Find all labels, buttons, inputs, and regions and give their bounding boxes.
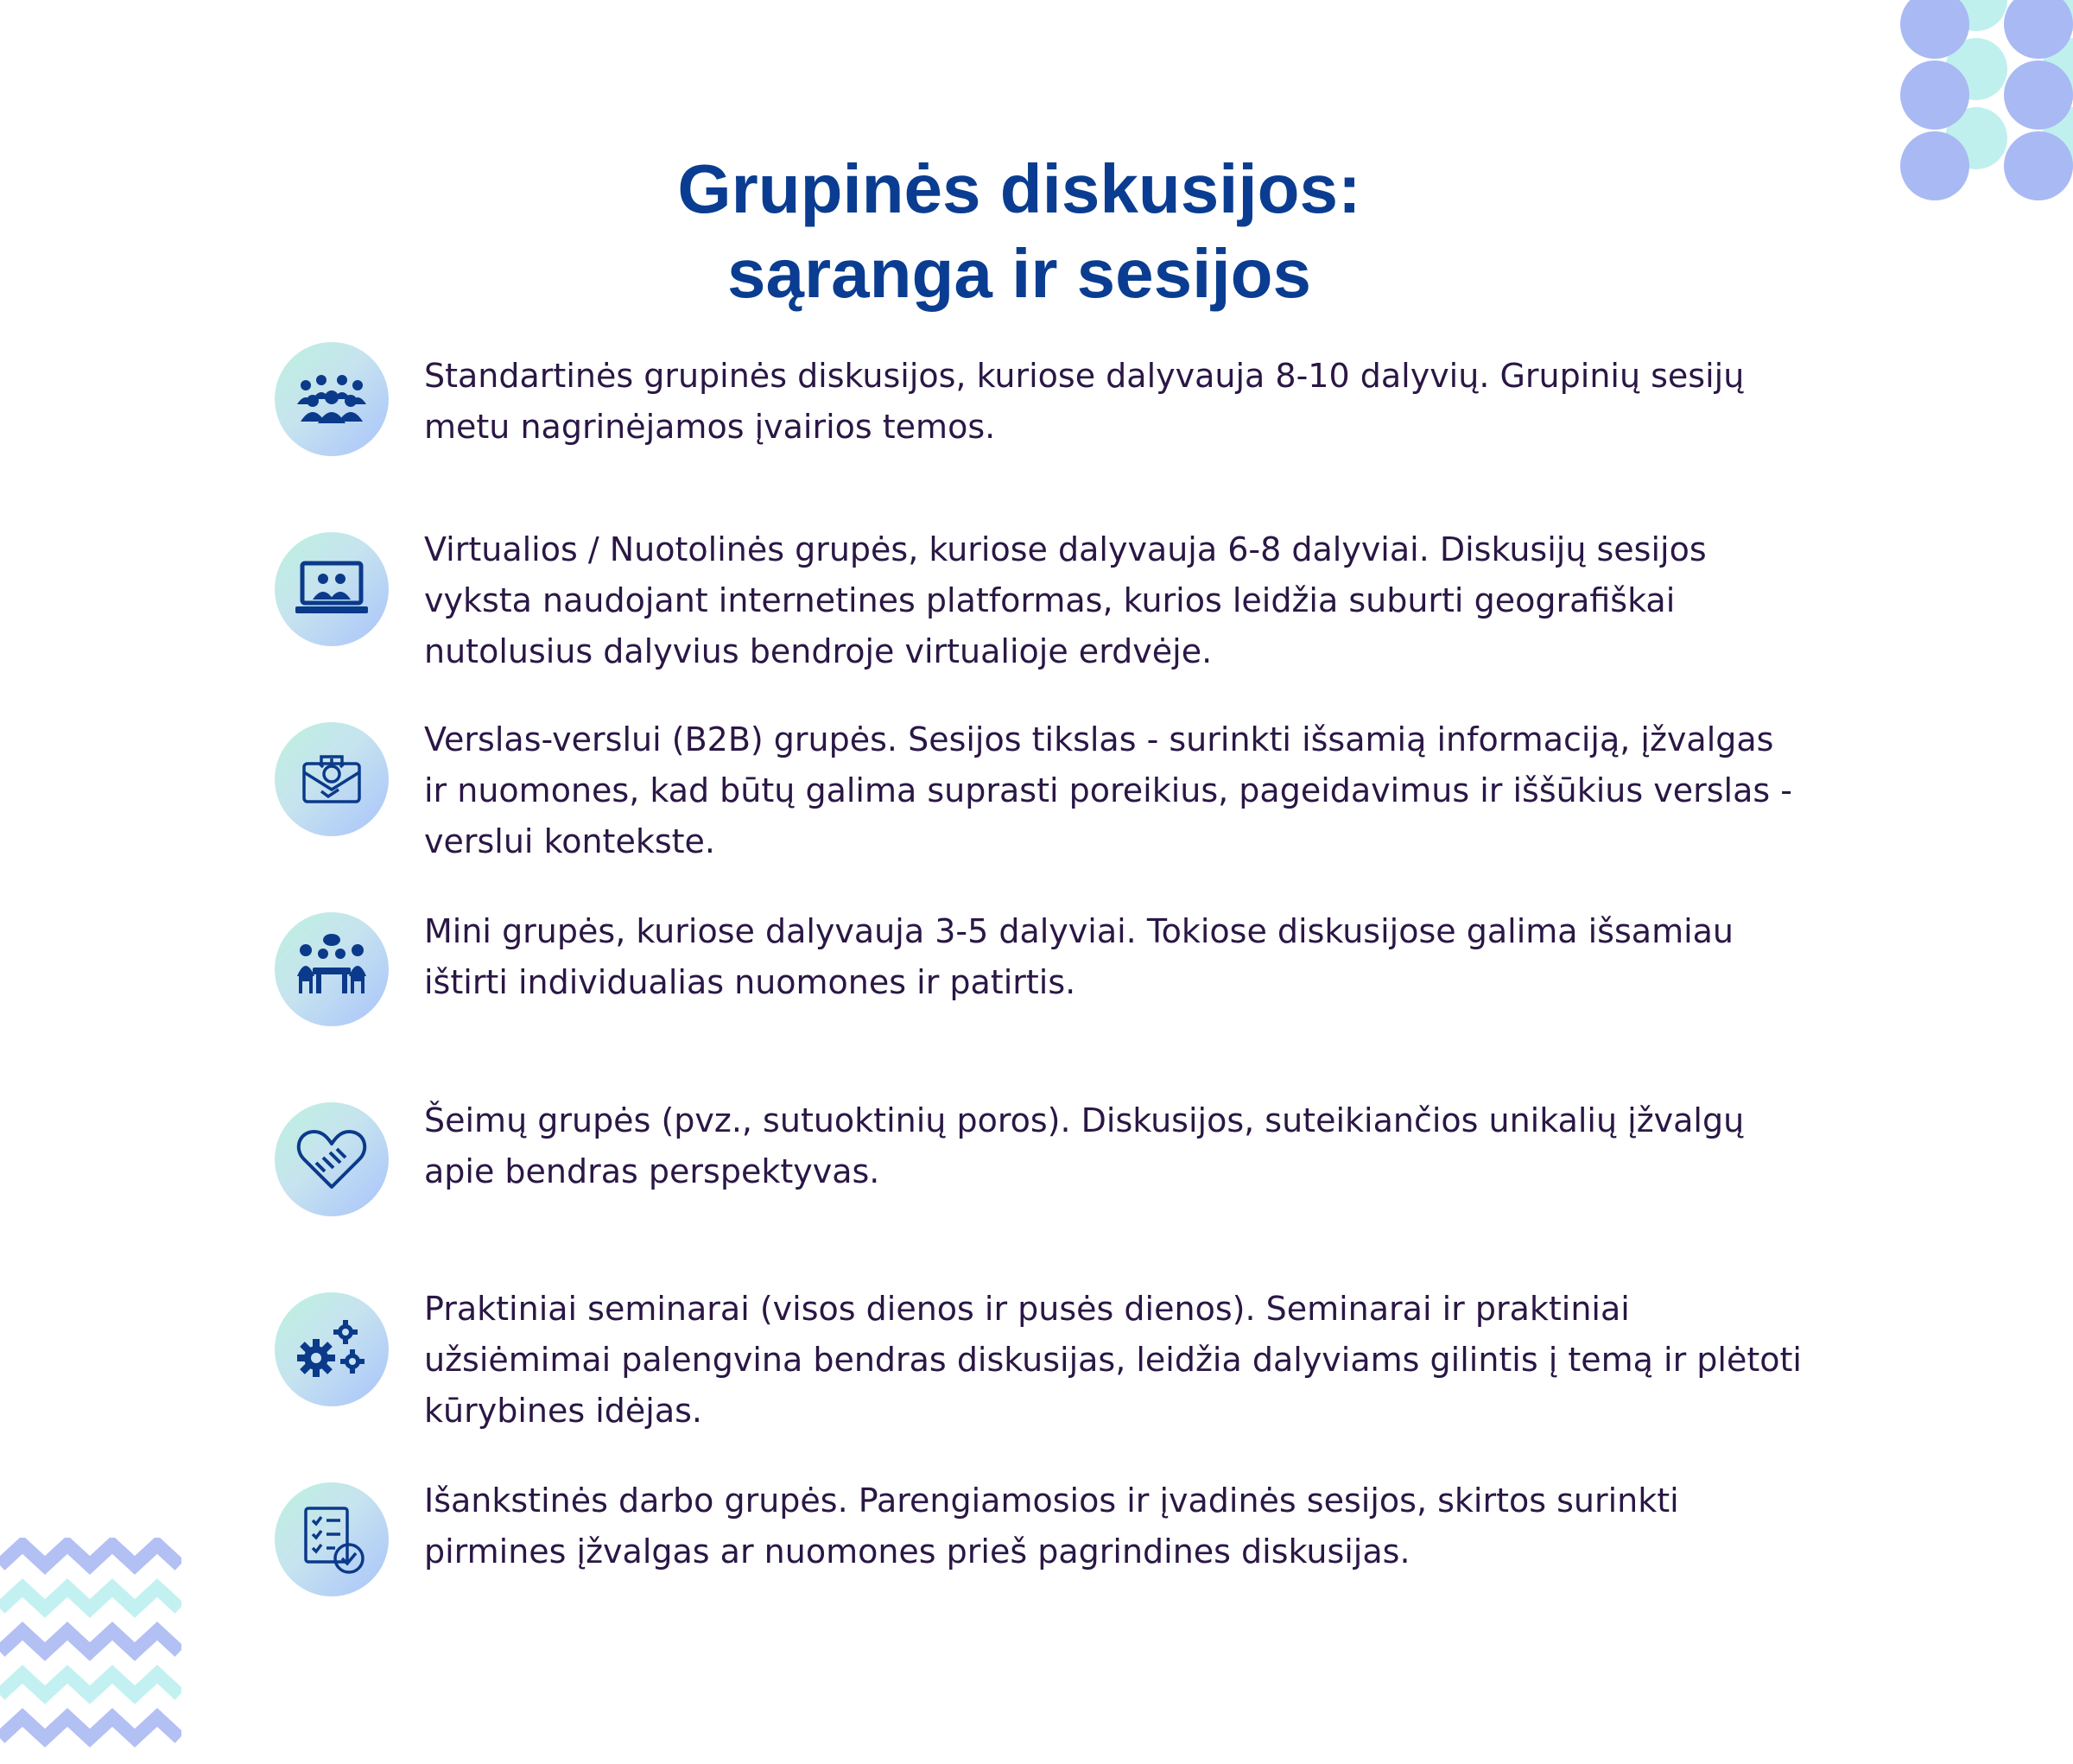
decorative-zigzag-pattern — [0, 1538, 181, 1764]
list-item-text: Verslas-verslui (B2B) grupės. Sesijos tikslas - surinkti išsamią informaciją, įžvalgas ir nuomones, kad būtų galima suprasti poreikius, pageidavimus ir iššūkius verslas - verslui kontekste. — [424, 720, 1792, 860]
list-item-text: Mini grupės, kuriose dalyvauja 3-5 dalyviai. Tokiose diskusijose galima išsamiau ištirti individualias nuomones ir patirtis. — [424, 912, 1734, 1001]
heart-handshake-icon — [275, 1102, 389, 1216]
page-title — [0, 147, 2038, 316]
video-conference-icon — [275, 532, 389, 646]
business-briefcase-icon — [275, 722, 389, 836]
page-title-line-1: Grupinės diskusijos: — [677, 149, 1361, 227]
list-item-text: Išankstinės darbo grupės. Parengiamosios ir įvadinės sesijos, skirtos surinkti pirmines įžvalgas ar nuomones prieš pagrindines diskusijas. — [424, 1482, 1679, 1570]
checklist-icon — [275, 1482, 389, 1596]
list-item-text: Šeimų grupės (pvz., sutuoktinių poros). Diskusijos, suteikiančios unikalių įžvalgų apie bendras perspektyvas. — [424, 1101, 1745, 1190]
page-title-line-2: sąranga ir sesijos — [727, 234, 1311, 312]
group-of-people-icon — [275, 342, 389, 456]
gears-icon — [275, 1292, 389, 1406]
list-item-text: Praktiniai seminarai (visos dienos ir pusės dienos). Seminarai ir praktiniai užsiėmimai palengvina bendras diskusijas, leidžia dalyviams gilintis į temą ir plėtoti kūrybines idėjas. — [424, 1290, 1802, 1430]
list-item-text: Virtualios / Nuotolinės grupės, kuriose dalyvauja 6-8 dalyviai. Diskusijų sesijos vyksta naudojant internetines platformas, kurios leidžia suburti geografiškai nutolusius dalyvius bendroje virtualioje erdvėje. — [424, 530, 1707, 670]
meeting-table-icon — [275, 912, 389, 1026]
list-item-text: Standartinės grupinės diskusijos, kuriose dalyvauja 8-10 dalyvių. Grupinių sesijų metu nagrinėjamos įvairios temos. — [424, 357, 1745, 446]
